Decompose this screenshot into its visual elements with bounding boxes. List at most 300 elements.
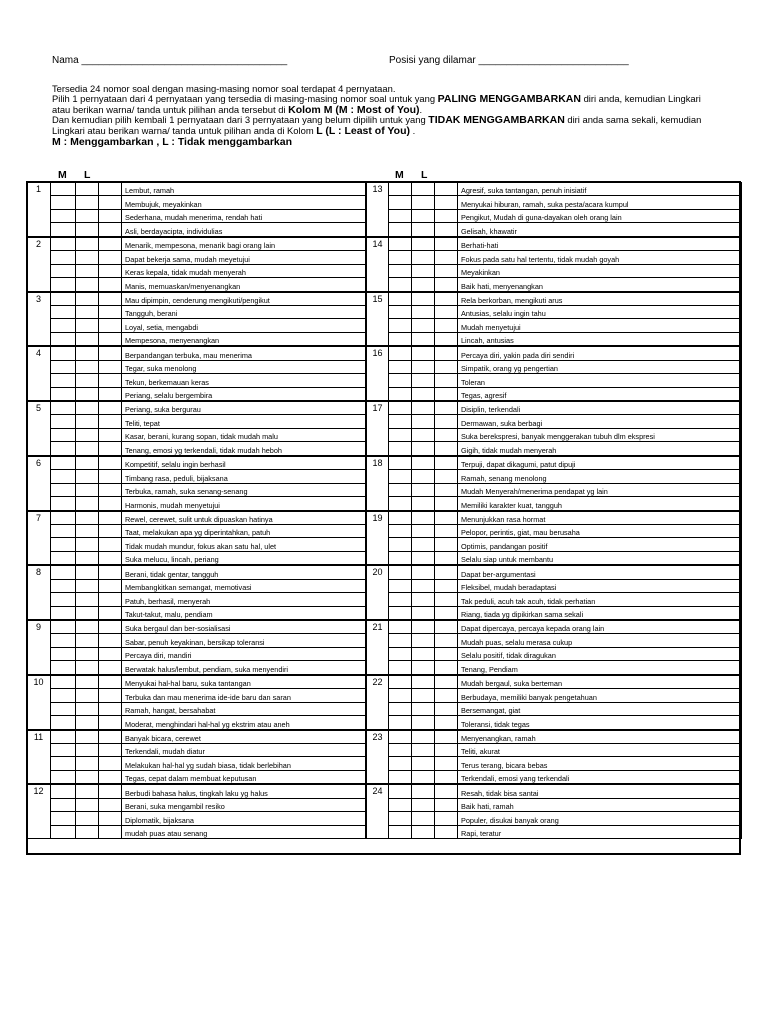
spacer-cell [435,346,458,360]
most-choice-box[interactable] [51,223,76,237]
most-choice-box[interactable] [51,511,76,525]
statement-text: Ramah, senang menolong [458,470,742,483]
most-choice-box[interactable] [51,209,76,222]
most-choice-box[interactable] [389,812,412,825]
statement-row [27,470,366,483]
statement-row [27,579,366,592]
least-choice-box[interactable] [412,305,435,318]
most-choice-box[interactable] [389,770,412,784]
most-choice-box[interactable] [389,538,412,551]
least-choice-box[interactable] [412,634,435,647]
most-choice-box[interactable] [51,798,76,811]
least-choice-box[interactable] [76,442,99,456]
statement-row [367,606,742,620]
most-choice-box[interactable] [389,743,412,756]
question-number: 11 [27,730,51,785]
most-choice-box[interactable] [389,223,412,237]
least-choice-box[interactable] [76,415,99,428]
spacer-cell [435,305,458,318]
least-choice-box[interactable] [76,812,99,825]
statement-row [27,483,366,496]
statement-row [367,524,742,537]
least-choice-box[interactable] [412,401,435,415]
most-choice-box[interactable] [51,716,76,730]
statement-text: Banyak bicara, cerewet [122,730,366,744]
most-choice-box[interactable] [51,675,76,689]
statement-row [367,511,742,525]
most-choice-box[interactable] [51,196,76,209]
least-choice-box[interactable] [76,634,99,647]
most-choice-box[interactable] [389,346,412,360]
least-choice-box[interactable] [412,798,435,811]
spacer-cell [435,689,458,702]
least-choice-box[interactable] [412,770,435,784]
statement-text: Manis, memuaskan/menyenangkan [122,278,366,292]
most-choice-box[interactable] [389,689,412,702]
statement-row [27,223,366,237]
most-choice-box[interactable] [51,551,76,565]
least-choice-box[interactable] [76,551,99,565]
statement-text: Taat, melakukan apa yg diperintahkan, patuh [122,524,366,537]
spacer-cell [99,565,122,579]
most-choice-box[interactable] [389,606,412,620]
statement-row [27,538,366,551]
most-choice-box[interactable] [389,387,412,401]
least-choice-box[interactable] [412,209,435,222]
least-choice-box[interactable] [76,675,99,689]
least-choice-box[interactable] [76,346,99,360]
least-choice-box[interactable] [76,647,99,660]
question-number: 15 [367,292,389,347]
least-choice-box[interactable] [76,825,99,838]
least-choice-box[interactable] [412,442,435,456]
most-choice-box[interactable] [389,196,412,209]
most-choice-box[interactable] [51,565,76,579]
question-number: 17 [367,401,389,456]
least-choice-box[interactable] [412,579,435,592]
least-choice-box[interactable] [412,538,435,551]
statement-row [367,292,742,306]
most-choice-box[interactable] [51,743,76,756]
most-choice-box[interactable] [51,702,76,715]
most-choice-box[interactable] [389,264,412,277]
statement-row [27,456,366,470]
most-choice-box[interactable] [51,757,76,770]
least-choice-box[interactable] [412,757,435,770]
spacer-cell [99,209,122,222]
spacer-cell [99,702,122,715]
most-choice-box[interactable] [51,689,76,702]
most-choice-box[interactable] [389,702,412,715]
most-choice-box[interactable] [51,332,76,346]
least-choice-box[interactable] [76,401,99,415]
spacer-cell [435,360,458,373]
least-choice-box[interactable] [76,524,99,537]
least-choice-box[interactable] [76,332,99,346]
most-choice-box[interactable] [51,251,76,264]
least-choice-box[interactable] [76,196,99,209]
most-choice-box[interactable] [389,401,412,415]
least-choice-box[interactable] [412,456,435,470]
spacer-cell [99,716,122,730]
statement-text: Tidak mudah mundur, fokus akan satu hal, ulet [122,538,366,551]
least-choice-box[interactable] [412,661,435,675]
most-choice-box[interactable] [389,305,412,318]
most-choice-box[interactable] [51,305,76,318]
most-choice-box[interactable] [51,292,76,306]
statement-row [27,292,366,306]
spacer-cell [435,661,458,675]
most-choice-box[interactable] [389,579,412,592]
most-choice-box[interactable] [389,483,412,496]
least-choice-box[interactable] [412,702,435,715]
statement-row [367,387,742,401]
most-choice-box[interactable] [389,183,412,196]
least-choice-box[interactable] [412,470,435,483]
most-choice-box[interactable] [51,770,76,784]
least-choice-box[interactable] [76,661,99,675]
question-number: 18 [367,456,389,511]
spacer-cell [435,770,458,784]
statement-text: Toleransi, tidak tegas [458,716,742,730]
most-choice-box[interactable] [389,784,412,798]
statement-row [27,730,366,744]
least-choice-box[interactable] [76,511,99,525]
most-choice-box[interactable] [51,524,76,537]
least-choice-box[interactable] [412,292,435,306]
most-choice-box[interactable] [51,825,76,838]
most-choice-box[interactable] [51,360,76,373]
most-choice-box[interactable] [51,579,76,592]
question-number: 4 [27,346,51,401]
statement-text: Tekun, berkemauan keras [122,374,366,387]
least-choice-box[interactable] [76,470,99,483]
statement-text: Berani, tidak gentar, tangguh [122,565,366,579]
least-choice-box[interactable] [76,798,99,811]
statement-row [27,770,366,784]
least-choice-box[interactable] [76,374,99,387]
least-choice-box[interactable] [76,292,99,306]
statement-text: Terus terang, bicara bebas [458,757,742,770]
spacer-cell [99,387,122,401]
spacer-cell [99,264,122,277]
most-choice-box[interactable] [51,387,76,401]
most-choice-box[interactable] [389,470,412,483]
most-choice-box[interactable] [389,251,412,264]
least-choice-box[interactable] [76,689,99,702]
most-choice-box[interactable] [51,183,76,196]
most-choice-box[interactable] [389,675,412,689]
least-choice-box[interactable] [412,278,435,292]
most-choice-box[interactable] [389,278,412,292]
least-choice-box[interactable] [76,387,99,401]
spacer-cell [435,483,458,496]
statement-row [367,647,742,660]
least-choice-box[interactable] [412,196,435,209]
statement-row [367,196,742,209]
least-choice-box[interactable] [76,606,99,620]
statement-text: Terpuji, dapat dikagumi, patut dipuji [458,456,742,470]
most-choice-box[interactable] [51,278,76,292]
spacer-cell [99,305,122,318]
most-choice-box[interactable] [389,551,412,565]
statement-row [367,784,742,798]
most-choice-box[interactable] [389,593,412,606]
least-choice-box[interactable] [76,483,99,496]
least-choice-box[interactable] [412,689,435,702]
least-choice-box[interactable] [76,278,99,292]
most-choice-box[interactable] [389,360,412,373]
least-choice-box[interactable] [412,620,435,634]
question-number: 2 [27,237,51,292]
least-choice-box[interactable] [76,360,99,373]
spacer-cell [99,579,122,592]
spacer-cell [99,825,122,838]
least-choice-box[interactable] [412,524,435,537]
most-choice-box[interactable] [51,470,76,483]
most-choice-box[interactable] [389,757,412,770]
most-choice-box[interactable] [51,497,76,511]
least-choice-box[interactable] [412,593,435,606]
most-choice-box[interactable] [389,209,412,222]
most-choice-box[interactable] [389,798,412,811]
least-choice-box[interactable] [412,825,435,838]
most-choice-box[interactable] [389,442,412,456]
most-choice-box[interactable] [389,237,412,251]
spacer-cell [435,579,458,592]
least-choice-box[interactable] [76,305,99,318]
statement-text: Mau dipimpin, cenderung mengikuti/pengikut [122,292,366,306]
most-choice-box[interactable] [389,716,412,730]
spacer-cell [99,223,122,237]
most-choice-box[interactable] [51,374,76,387]
most-choice-box[interactable] [389,825,412,838]
least-choice-box[interactable] [412,730,435,744]
least-choice-box[interactable] [412,565,435,579]
question-number: 8 [27,565,51,620]
least-choice-box[interactable] [412,716,435,730]
least-choice-box[interactable] [412,606,435,620]
most-choice-box[interactable] [389,524,412,537]
statement-text: Terbuka, ramah, suka senang-senang [122,483,366,496]
most-choice-box[interactable] [51,237,76,251]
least-choice-box[interactable] [412,511,435,525]
least-choice-box[interactable] [412,319,435,332]
least-choice-box[interactable] [76,620,99,634]
statement-row [367,770,742,784]
most-choice-box[interactable] [51,812,76,825]
least-choice-box[interactable] [76,319,99,332]
least-choice-box[interactable] [76,730,99,744]
most-choice-box[interactable] [51,483,76,496]
statement-row [27,825,366,838]
statement-row [27,757,366,770]
least-choice-box[interactable] [76,497,99,511]
spacer-cell [99,689,122,702]
statement-row [367,183,742,196]
least-choice-box[interactable] [76,743,99,756]
most-choice-box[interactable] [389,319,412,332]
least-choice-box[interactable] [412,647,435,660]
least-choice-box[interactable] [76,702,99,715]
most-choice-box[interactable] [389,428,412,441]
least-choice-box[interactable] [412,237,435,251]
least-choice-box[interactable] [76,183,99,196]
least-choice-box[interactable] [412,264,435,277]
least-choice-box[interactable] [412,483,435,496]
least-choice-box[interactable] [76,593,99,606]
statement-row [367,716,742,730]
most-choice-box[interactable] [51,606,76,620]
least-choice-box[interactable] [412,415,435,428]
least-choice-box[interactable] [76,579,99,592]
least-choice-box[interactable] [412,346,435,360]
statement-row [367,278,742,292]
most-choice-box[interactable] [389,511,412,525]
spacer-cell [435,183,458,196]
spacer-cell [99,251,122,264]
least-choice-box[interactable] [412,812,435,825]
statement-text: Optimis, pandangan positif [458,538,742,551]
most-choice-box[interactable] [51,647,76,660]
least-choice-box[interactable] [76,428,99,441]
most-choice-box[interactable] [389,634,412,647]
least-choice-box[interactable] [76,264,99,277]
statement-row [367,675,742,689]
spacer-cell [435,606,458,620]
statement-text: Timbang rasa, peduli, bijaksana [122,470,366,483]
least-choice-box[interactable] [412,251,435,264]
least-choice-box[interactable] [76,237,99,251]
spacer-cell [99,196,122,209]
most-choice-box[interactable] [389,456,412,470]
most-choice-box[interactable] [51,730,76,744]
statement-row [27,606,366,620]
most-choice-box[interactable] [51,456,76,470]
most-choice-box[interactable] [51,264,76,277]
most-choice-box[interactable] [389,730,412,744]
question-number: 1 [27,183,51,237]
spacer-cell [99,770,122,784]
least-choice-box[interactable] [412,675,435,689]
statement-row [27,565,366,579]
most-choice-box[interactable] [389,415,412,428]
most-choice-box[interactable] [51,415,76,428]
instruction-line-4: Dan kemudian pilih kembali 1 pernyataan dari 3 pernyataan yang belum dipilih untuk yang TIDAK MENGGAMBARKAN diri anda sama sekali, kemudian [52,114,702,127]
most-choice-box[interactable] [51,401,76,415]
most-choice-box[interactable] [51,346,76,360]
most-choice-box[interactable] [389,661,412,675]
most-choice-box[interactable] [389,374,412,387]
spacer-cell [435,374,458,387]
statement-row [27,264,366,277]
least-choice-box[interactable] [76,538,99,551]
spacer-cell [99,401,122,415]
least-choice-box[interactable] [76,784,99,798]
least-choice-box[interactable] [412,332,435,346]
statement-row [367,483,742,496]
least-choice-box[interactable] [76,757,99,770]
least-choice-box[interactable] [76,251,99,264]
statement-text: Mudah menyetujui [458,319,742,332]
statement-text: Selalu siap untuk membantu [458,551,742,565]
most-choice-box[interactable] [51,620,76,634]
spacer-cell [435,251,458,264]
most-choice-box[interactable] [51,784,76,798]
statement-text: Teliti, tepat [122,415,366,428]
spacer-cell [99,428,122,441]
statement-row [27,634,366,647]
least-choice-box[interactable] [76,223,99,237]
statement-text: Mudah Menyerah/menerima pendapat yg lain [458,483,742,496]
most-choice-box[interactable] [51,428,76,441]
least-choice-box[interactable] [412,360,435,373]
most-choice-box[interactable] [51,319,76,332]
statement-row [367,702,742,715]
statement-row [367,798,742,811]
question-number: 3 [27,292,51,347]
statement-row [367,593,742,606]
statement-text: Memiliki karakter kuat, tangguh [458,497,742,511]
statement-text: Ramah, hangat, bersahabat [122,702,366,715]
statement-text: Bersemangat, giat [458,702,742,715]
least-choice-box[interactable] [412,387,435,401]
least-choice-box[interactable] [76,565,99,579]
least-choice-box[interactable] [412,428,435,441]
most-choice-box[interactable] [51,661,76,675]
most-choice-box[interactable] [51,442,76,456]
question-number: 16 [367,346,389,401]
statement-text: Harmonis, mudah menyetujui [122,497,366,511]
most-choice-box[interactable] [389,620,412,634]
most-choice-box[interactable] [389,497,412,511]
spacer-cell [99,551,122,565]
least-choice-box[interactable] [76,716,99,730]
statement-row [27,387,366,401]
statement-row [367,689,742,702]
least-choice-box[interactable] [412,551,435,565]
spacer-cell [435,456,458,470]
most-choice-box[interactable] [51,634,76,647]
spacer-cell [99,497,122,511]
least-choice-box[interactable] [412,743,435,756]
spacer-cell [435,428,458,441]
statement-row [27,497,366,511]
most-choice-box[interactable] [51,593,76,606]
least-choice-box[interactable] [76,209,99,222]
spacer-cell [435,511,458,525]
least-choice-box[interactable] [412,183,435,196]
least-choice-box[interactable] [412,223,435,237]
least-choice-box[interactable] [76,456,99,470]
spacer-cell [435,702,458,715]
question-number: 24 [367,784,389,838]
least-choice-box[interactable] [412,497,435,511]
statement-text: Fleksibel, mudah beradaptasi [458,579,742,592]
most-choice-box[interactable] [389,292,412,306]
most-choice-box[interactable] [389,647,412,660]
statement-text: Menarik, mempesona, menarik bagi orang lain [122,237,366,251]
statement-row [27,237,366,251]
most-choice-box[interactable] [389,565,412,579]
least-choice-box[interactable] [412,374,435,387]
least-choice-box[interactable] [76,770,99,784]
most-choice-box[interactable] [389,332,412,346]
spacer-cell [435,524,458,537]
least-choice-box[interactable] [412,784,435,798]
statement-row [27,784,366,798]
most-choice-box[interactable] [51,538,76,551]
